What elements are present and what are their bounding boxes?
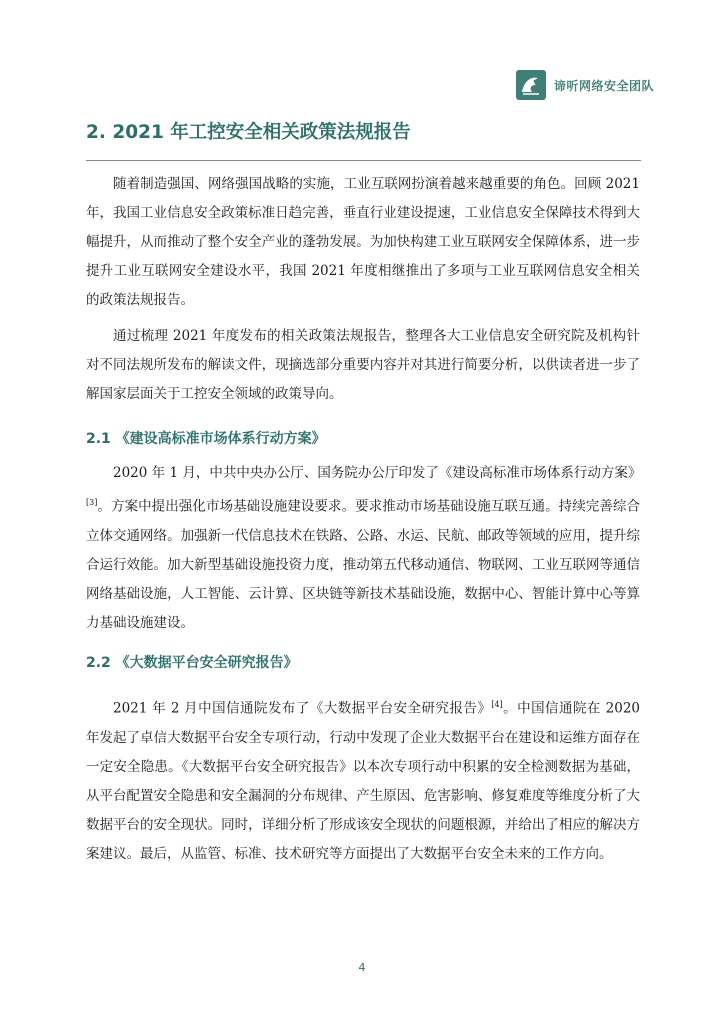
citation-3: [3] <box>86 498 98 507</box>
section-2-2-text-b: 。中国信通院在 2020 年发起了卓信大数据平台安全专项行动，行动中发现了企业大数据平台在建设和运维方面存在一定安全隐患。《大数据平台安全研究报告》以本次专项行动中积累的安全检测数据为基础，从平台配置安全隐患和安全漏洞的分布规律、产生原因、危害影响、修复难度等维度分析了大数据平台的安全现状。同时，详细分析了形成该安全现状的问题根源，并给出了相应的解决方案建议。最后，从监管、标准、技术研究等方面提出了大数据平台安全未来的工作方向。 <box>86 700 640 862</box>
section-2-2-text-a: 2021 年 2 月中国信通院发布了《大数据平台安全研究报告》 <box>113 700 492 717</box>
title-divider <box>86 160 641 161</box>
page-title: 2. 2021 年工控安全相关政策法规报告 <box>86 122 411 143</box>
intro-paragraph-2: 通过梳理 2021 年度发布的相关政策法规报告，整理各大工业信息安全研究院及机构针对不同法规所发布的解读文件，现摘选部分重要内容并对其进行简要分析，以供读者进一步了解国家层面关于工控安全领域的政策导向。 <box>86 328 640 402</box>
section-2-2-paragraph <box>86 690 640 869</box>
section-heading-2-2: 2.2 《大数据平台安全研究报告》 <box>86 655 298 671</box>
intro-paragraph-1: 随着制造强国、网络强国战略的实施，工业互联网扮演着越来越重要的角色。回顾 2021 年，我国工业信息安全政策标准日趋完善，垂直行业建设提速，工业信息安全保障技术得到大幅提升，从而推动了整个安全产业的蓬勃发展。为加快构建工业互联网安全保障体系，进一步提升工业互联网安全建设水平，我国 2021 年度相继推出了多项与工业互联网信息安全相关的政策法规报告。 <box>86 176 640 308</box>
team-logo-icon <box>516 70 546 100</box>
team-name: 谛听网络安全团队 <box>553 78 654 93</box>
page-header <box>516 70 654 100</box>
section-heading-2-1: 2.1 《建设高标准市场体系行动方案》 <box>86 431 326 447</box>
section-2-1-text-a: 2020 年 1 月，中共中央办公厅、国务院办公厅印发了《建设高标准市场体系行动方案》 <box>113 465 642 481</box>
page-number: 4 <box>358 961 366 974</box>
section-2-1-text-b: 。方案中提出强化市场基础设施建设要求。要求推动市场基础设施互联互通。持续完善综合立体交通网络。加强新一代信息技术在铁路、公路、水运、民航、邮政等领域的应用，提升综合运行效能。加大新型基础设施投资力度，推动第五代移动通信、物联网、工业互联网等通信网络基础设施，人工智能、云计算、区块链等新技术基础设施，数据中心、智能计算中心等算力基础设施建设。 <box>86 498 640 631</box>
citation-4: [4] <box>491 700 503 709</box>
section-2-1-paragraph <box>86 459 640 638</box>
